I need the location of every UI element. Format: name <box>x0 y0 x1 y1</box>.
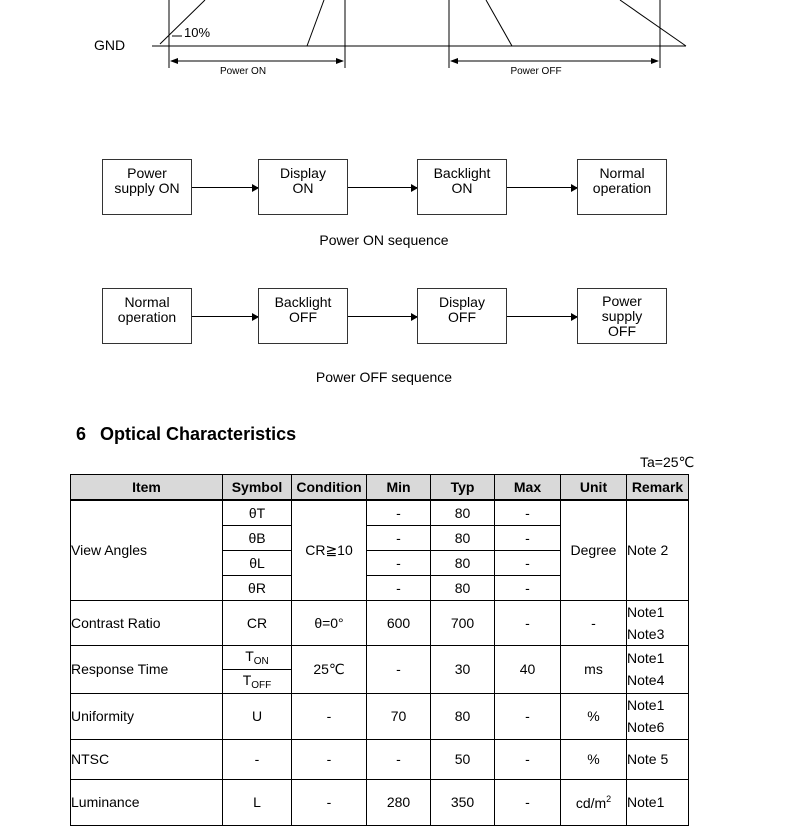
min-cell: - <box>367 645 431 693</box>
typ-cell: 80 <box>431 525 495 550</box>
flow-box-line: supply ON <box>114 180 180 196</box>
min-cell: - <box>367 550 431 575</box>
arrowhead <box>336 58 344 64</box>
flow-arrow <box>348 187 417 188</box>
max-cell: - <box>495 739 561 779</box>
flow-box-line: Normal <box>599 165 645 181</box>
min-cell: - <box>367 739 431 779</box>
symbol-text: T <box>242 671 252 688</box>
power-on-caption: Power ON sequence <box>319 232 449 248</box>
max-cell: - <box>495 500 561 525</box>
symbol-text: T <box>245 647 254 664</box>
typ-cell: 50 <box>431 739 495 779</box>
remark-cell <box>627 693 689 739</box>
symbol-cell <box>223 669 292 693</box>
min-cell: 70 <box>367 693 431 739</box>
flow-box-line: operation <box>117 309 177 325</box>
symbol-cell: - <box>223 739 292 779</box>
symbol-cell: θL <box>223 550 292 575</box>
temperature-condition: Ta=25℃ <box>640 454 695 470</box>
section-number: 6 <box>76 424 87 444</box>
min-cell: 600 <box>367 600 431 645</box>
power-off-caption: Power OFF sequence <box>315 369 453 385</box>
condition-cell: 25℃ <box>292 645 367 693</box>
arrowhead <box>450 58 458 64</box>
unit-cell <box>561 779 627 825</box>
remark-line: Note1 <box>627 650 665 666</box>
flow-arrow <box>507 316 577 317</box>
symbol-subscript: OFF <box>251 679 272 691</box>
header-cell: Remark <box>627 475 689 501</box>
typ-cell: 80 <box>431 550 495 575</box>
section-heading <box>76 424 296 445</box>
flow-box-line: ON <box>451 180 473 196</box>
min-cell: - <box>367 500 431 525</box>
flow-box-power-supply-off <box>577 288 667 344</box>
header-cell: Min <box>367 475 431 501</box>
symbol-cell: CR <box>223 600 292 645</box>
arrowhead <box>651 58 659 64</box>
flow-box-display-on <box>258 159 348 215</box>
flow-box-backlight-on <box>417 159 507 215</box>
typ-cell: 80 <box>431 575 495 600</box>
unit-cell: % <box>561 693 627 739</box>
typ-cell: 350 <box>431 779 495 825</box>
flow-box-line: OFF <box>289 309 317 325</box>
flow-box-line: operation <box>592 180 652 196</box>
min-cell: - <box>367 575 431 600</box>
symbol-cell: θR <box>223 575 292 600</box>
unit-cell: - <box>561 600 627 645</box>
header-cell: Condition <box>292 475 367 501</box>
symbol-cell: θT <box>223 500 292 525</box>
ten-percent-label: 10% <box>184 25 211 40</box>
flow-box-backlight-off <box>258 288 348 344</box>
table-row <box>71 739 689 779</box>
typ-cell: 30 <box>431 645 495 693</box>
unit-superscript: 2 <box>606 793 612 804</box>
min-cell: - <box>367 525 431 550</box>
remark-cell <box>627 600 689 645</box>
table-header-row <box>71 475 689 501</box>
flow-box-line: Backlight <box>433 165 491 181</box>
max-cell: - <box>495 600 561 645</box>
remark-cell: Note 5 <box>627 739 689 779</box>
flow-box-normal-operation <box>577 159 667 215</box>
flow-box-line: ON <box>292 180 314 196</box>
arrowhead <box>170 58 178 64</box>
power-off-interval-label: Power OFF <box>510 66 562 77</box>
flow-arrow <box>192 187 258 188</box>
remark-line: Note1 <box>627 794 665 810</box>
item-cell: Luminance <box>71 779 223 825</box>
unit-text: cd/m <box>575 794 607 811</box>
section-title: Optical Characteristics <box>100 424 297 444</box>
flow-box-normal-operation <box>102 288 192 344</box>
remark-cell <box>627 779 689 825</box>
flow-arrow <box>348 316 417 317</box>
symbol-cell: U <box>223 693 292 739</box>
power-on-interval-label: Power ON <box>219 66 267 77</box>
table-row <box>71 779 689 825</box>
rise-line-right <box>307 0 324 46</box>
max-cell: - <box>495 550 561 575</box>
max-cell: - <box>495 693 561 739</box>
flow-box-line: Backlight <box>274 294 332 310</box>
typ-cell: 700 <box>431 600 495 645</box>
flow-box-line: supply <box>601 308 643 324</box>
flow-box-display-off <box>417 288 507 344</box>
flow-box-line: Display <box>439 294 485 310</box>
item-cell: Uniformity <box>71 693 223 739</box>
flow-box-line: OFF <box>448 309 476 325</box>
max-cell: - <box>495 779 561 825</box>
min-cell: 280 <box>367 779 431 825</box>
condition-cell: - <box>292 739 367 779</box>
flow-arrow <box>192 316 258 317</box>
remark-line: Note4 <box>627 672 665 688</box>
fall-line-right <box>620 0 686 46</box>
header-cell: Symbol <box>223 475 292 501</box>
item-cell: Contrast Ratio <box>71 600 223 645</box>
item-cell: View Angles <box>71 500 223 600</box>
flow-arrow <box>507 187 577 188</box>
remark-cell: Note 2 <box>627 500 689 600</box>
header-cell: Unit <box>561 475 627 501</box>
condition-cell: CR≧10 <box>292 500 367 600</box>
symbol-cell: θB <box>223 525 292 550</box>
gnd-label: GND <box>94 37 126 53</box>
max-cell: - <box>495 575 561 600</box>
flow-box-power-supply-on <box>102 159 192 215</box>
unit-cell: % <box>561 739 627 779</box>
symbol-subscript: ON <box>253 655 269 667</box>
flow-box-line: OFF <box>608 323 636 339</box>
fall-line-left <box>486 0 512 46</box>
table-row <box>71 645 689 669</box>
table-row <box>71 500 689 525</box>
unit-cell: Degree <box>561 500 627 600</box>
typ-cell: 80 <box>431 693 495 739</box>
remark-line: Note1 <box>627 603 665 620</box>
remark-cell <box>627 645 689 693</box>
optical-characteristics-table <box>70 474 689 826</box>
flow-box-line: Power <box>602 293 642 309</box>
table-row <box>71 600 689 645</box>
flow-box-line: Power <box>127 165 167 181</box>
condition-cell: - <box>292 779 367 825</box>
unit-cell: ms <box>561 645 627 693</box>
table-row <box>71 693 689 739</box>
condition-cell: - <box>292 693 367 739</box>
item-cell: Response Time <box>71 645 223 693</box>
max-cell: 40 <box>495 645 561 693</box>
header-cell: Item <box>71 475 223 501</box>
flow-box-line: Normal <box>124 294 170 310</box>
header-cell: Max <box>495 475 561 501</box>
typ-cell: 80 <box>431 500 495 525</box>
flow-box-line: Display <box>280 165 326 181</box>
header-cell: Typ <box>431 475 495 501</box>
symbol-cell <box>223 645 292 669</box>
max-cell: - <box>495 525 561 550</box>
remark-line: Note6 <box>627 719 665 735</box>
remark-line: Note1 <box>627 697 665 713</box>
item-cell: NTSC <box>71 739 223 779</box>
remark-line: Note3 <box>627 625 665 642</box>
symbol-cell: L <box>223 779 292 825</box>
condition-cell: θ=0° <box>292 600 367 645</box>
